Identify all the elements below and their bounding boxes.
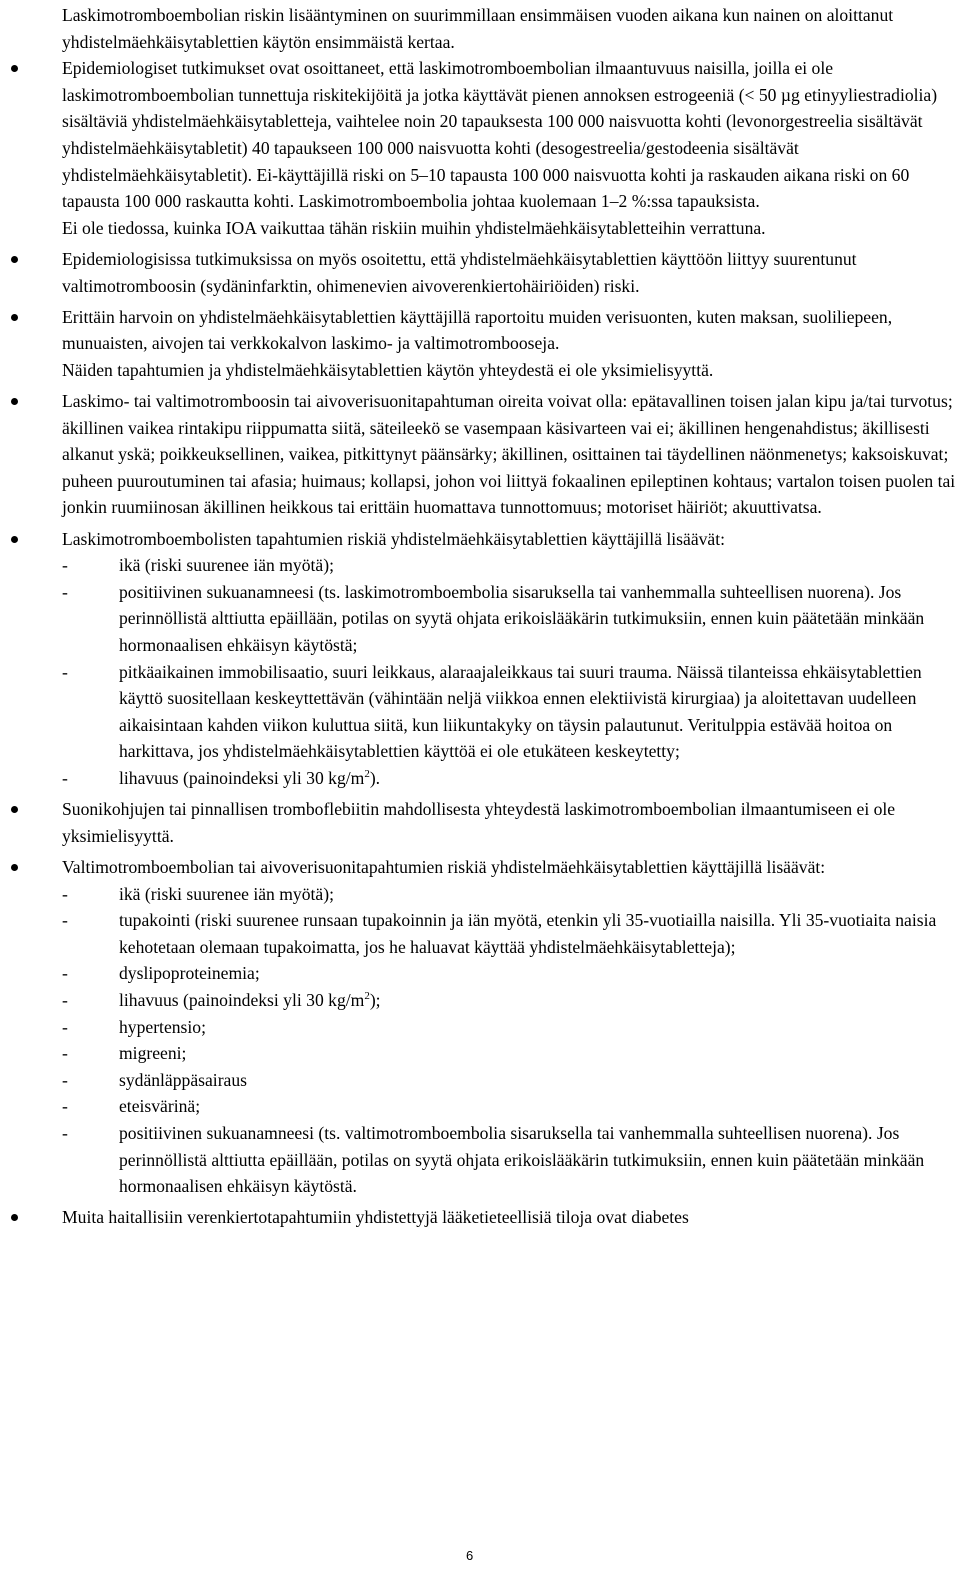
dash-marker: - — [62, 1069, 68, 1090]
dash-item — [62, 579, 957, 659]
dash-marker: - — [62, 581, 68, 602]
bullet-item — [62, 526, 957, 792]
bullet-item — [62, 246, 957, 299]
bullet-item — [62, 796, 957, 849]
bullet-item — [62, 304, 957, 384]
bullet-item — [62, 388, 957, 521]
dash-text: dyslipoproteinemia; — [119, 963, 260, 984]
dash-item — [62, 1040, 957, 1067]
dash-marker: - — [62, 661, 68, 682]
dash-marker: - — [62, 555, 68, 576]
bullet-list — [62, 55, 957, 1231]
dash-item — [62, 1067, 957, 1094]
superscript: 2 — [364, 768, 370, 781]
dash-text: tupakointi (riski suurenee runsaan tupakoinnin ja iän myötä, etenkin yli 35-vuotiailla naisilla. Yli 35-vuotiaita naisia kehotetaan olemaan tupakoimatta, jos he haluavat käyttää yhdistelmäehkäisytabletteja); — [119, 910, 937, 957]
intro-paragraph: Laskimotromboembolian riskin lisääntyminen on suurimmillaan ensimmäisen vuoden aikana kun nainen on aloittanut yhdistelmäehkäisytablettien käytön ensimmäistä kertaa. — [62, 5, 894, 52]
dash-item — [62, 987, 957, 1014]
bullet-extra-text: Näiden tapahtumien ja yhdistelmäehkäisytablettien käytön yhteydestä ei ole yksimielisyyttä. — [62, 359, 714, 380]
bullet-text: Suonikohjujen tai pinnallisen tromboflebiitin mahdollisesta yhteydestä laskimotromboembolian ilmaantumiseen ei ole yksimielisyyttä. — [62, 799, 896, 846]
dash-item — [62, 659, 957, 765]
dash-item — [62, 907, 957, 960]
dash-text-tail: ); — [369, 989, 381, 1010]
dash-marker: - — [62, 1016, 68, 1037]
dash-text: positiivinen sukuanamneesi (ts. laskimotromboembolia sisaruksella tai vanhemmalla suhteellisen nuorena). Jos perinnöllistä alttiutta epäillään, potilas on syytä ohjata erikoislääkärin tutkimuksiin, ennen kuin päätetään minkään hormonaalisen ehkäisyn käytöstä; — [119, 581, 925, 656]
document-body — [62, 2, 957, 1231]
dash-marker: - — [62, 1043, 68, 1064]
dash-list — [62, 552, 957, 791]
dash-item — [62, 765, 957, 792]
dash-text: lihavuus (painoindeksi yli 30 kg/m — [119, 989, 365, 1010]
dash-item — [62, 1093, 957, 1120]
dash-text-tail: ). — [369, 768, 381, 788]
dash-marker: - — [62, 1122, 68, 1143]
dash-marker: - — [62, 1096, 68, 1117]
bullet-text: Epidemiologiset tutkimukset ovat osoittaneet, että laskimotromboembolian ilmaantuvuus naisilla, joilla ei ole laskimotromboembolian tunnettuja riskitekijöitä ja jotka käyttävät pienen annoksen estrogeeniä (< 50 µg etinyyliestradiolia) sisältäviä yhdistelmäehkäisytabletteja, vaihtelee noin 20 tapauksesta 100 000 naisvuotta kohti (levonorgestreelia sisältävät yhdistelmäehkäisytabletit) 40 tapaukseen 100 000 naisvuotta kohti (desogestreelia/gestodeenia sisältävät yhdistelmäehkäisytabletit). Ei-käyttäjillä riski on 5–10 tapausta 100 000 naisvuotta kohti ja raskauden aikana riski on 60 tapausta 100 000 raskautta kohti. Laskimotromboembolia johtaa kuolemaan 1–2 %:ssa tapauksista. — [62, 58, 938, 212]
dash-text: sydänläppäsairaus — [119, 1069, 248, 1090]
bullet-item — [62, 854, 957, 1200]
dash-text: ikä (riski suurenee iän myötä); — [119, 555, 334, 576]
dash-text: positiivinen sukuanamneesi (ts. valtimotromboembolia sisaruksella tai vanhemmalla suhteellisen nuorena). Jos perinnöllistä alttiutta epäillään, potilas on syytä ohjata erikoislääkärin tutkimuksiin, ennen kuin päätetään minkään hormonaalisen ehkäisyn käytöstä. — [119, 1122, 925, 1197]
dash-text: eteisvärinä; — [119, 1096, 201, 1117]
dash-marker: - — [62, 963, 68, 984]
dash-text: migreeni; — [119, 1043, 187, 1064]
bullet-text: Erittäin harvoin on yhdistelmäehkäisytablettien käyttäjillä raportoitu muiden verisuonten, kuten maksan, suoliliepeen, munuaisten, aivojen tai verkkokalvon laskimo- ja valtimotromboosеja. — [62, 306, 893, 354]
bullet-text: Epidemiologisissa tutkimuksissa on myös osoitettu, että yhdistelmäehkäisytablettien käyttöön liittyy suurentunut valtimotromboosin (sydäninfarktin, ohimenevien aivoverenkiertohäiriöiden) riski. — [62, 248, 857, 296]
bullet-extra-text: Ei ole tiedossa, kuinka IOA vaikuttaa tähän riskiin muihin yhdistelmäehkäisytabletteihin verrattuna. — [62, 217, 766, 238]
bullet-item — [62, 1204, 957, 1231]
dash-marker: - — [62, 910, 68, 931]
dash-marker: - — [62, 883, 68, 904]
dash-marker: - — [62, 768, 68, 788]
superscript: 2 — [364, 990, 370, 1003]
dash-marker: - — [62, 989, 68, 1010]
bullet-text: Laskimotromboembolisten tapahtumien riskiä yhdistelmäehkäisytablettien käyttäjillä lisäävät: — [62, 528, 726, 549]
dash-item — [62, 1120, 957, 1200]
bullet-text: Muita haitallisiin verenkiertotapahtumiin yhdistettyjä lääketieteellisiä tiloja ovat diabetes — [62, 1207, 689, 1228]
dash-text: pitkäaikainen immobilisaatio, suuri leikkaus, alaraajaleikkaus tai suuri trauma. Näissä tilanteissa ehkäisytablettien käyttö suositellaan keskeyttettävän (vähintään neljä viikkoa ennen elektiivistä kirurgiaa) ja aloitettavan uudelleen aikaisintaan kahden viikon kuluttua siitä, kun liikuntakyky on täysin palautunut. Veritulppia estävää hoitoa on harkittava, jos yhdistelmäehkäisytablettien käyttöä ei ole etukäteen keskeytetty; — [119, 661, 922, 762]
dash-list — [62, 881, 957, 1200]
dash-text: hypertensio; — [119, 1016, 206, 1037]
dash-item — [62, 960, 957, 987]
dash-item — [62, 1014, 957, 1041]
dash-text: lihavuus (painoindeksi yli 30 kg/m — [119, 768, 365, 788]
dash-text: ikä (riski suurenee iän myötä); — [119, 883, 334, 904]
bullet-item — [62, 55, 957, 241]
page-number: 6 — [466, 1548, 474, 1563]
dash-item — [62, 552, 957, 579]
dash-item — [62, 881, 957, 908]
bullet-text: Valtimotromboembolian tai aivoverisuonitapahtumien riskiä yhdistelmäehkäisytablettien käyttäjillä lisäävät: — [62, 856, 826, 877]
bullet-text: Laskimo- tai valtimotromboosin tai aivoverisuonitapahtuman oireita voivat olla: epätavallinen toisen jalan kipu ja/tai turvotus; äkillinen vaikea rintakipu riippumatta siitä, säteileekö se vasempaan käsivarteen vai ei; äkillinen hengenahdistus; äkillisesti alkanut yskä; poikkeuksellinen, vaikea, pitkittynyt päänsärky; äkillinen, osittainen tai täydellinen näönmenetys; kaksoiskuvat; puheen puuroutuminen tai afasia; huimaus; kollapsi, johon voi liittyä fokaalinen epileptinen kohtaus; vartalon toisen puolen tai jonkin ruumiinosan äkillinen heikkous tai erittäin huomattava tunnottomuus; motoriset häiriöt; akuuttivatsa. — [62, 391, 956, 518]
